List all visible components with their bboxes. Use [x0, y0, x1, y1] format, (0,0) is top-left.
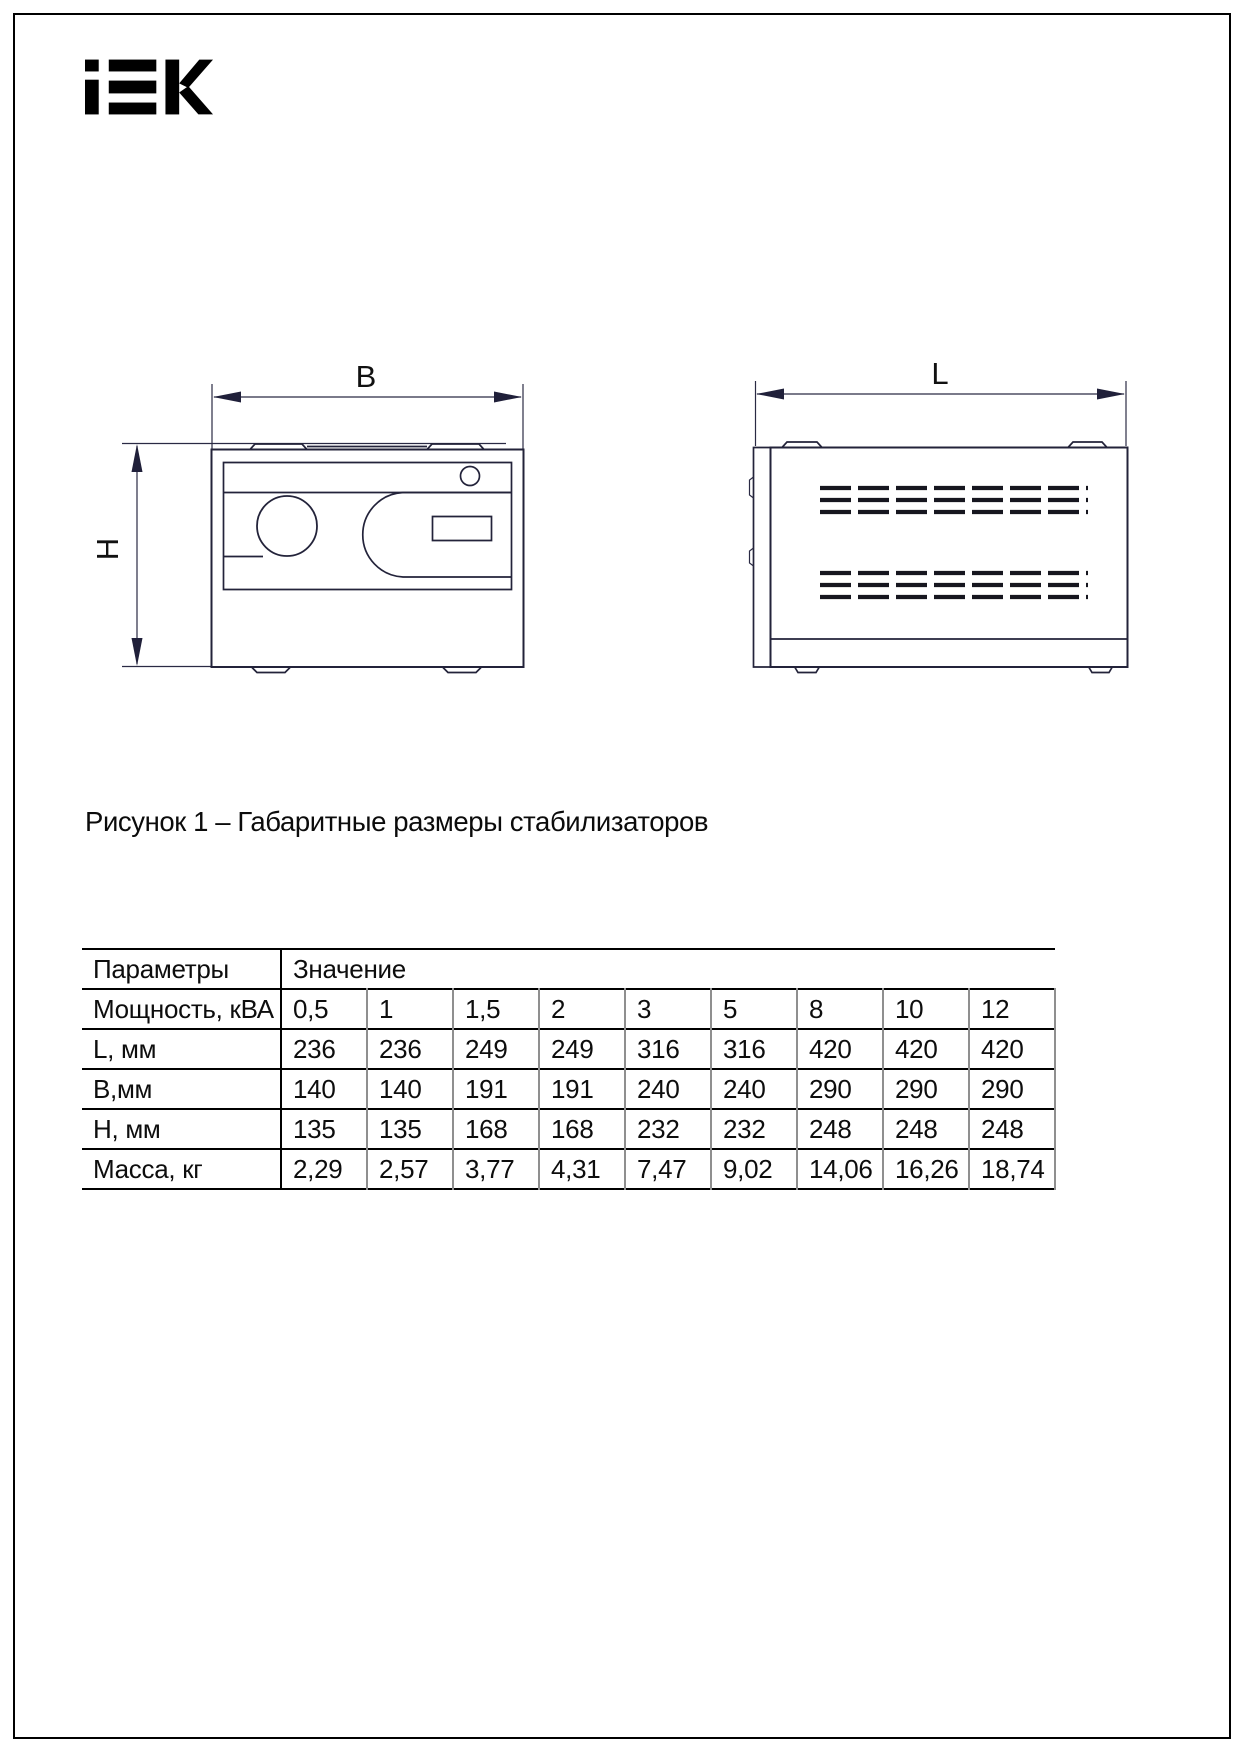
cell-value: 1	[367, 989, 453, 1029]
side-back-strip	[754, 448, 771, 668]
cell-value: 248	[797, 1109, 883, 1149]
cell-value: 236	[281, 1029, 367, 1069]
cell-value: 249	[453, 1029, 539, 1069]
dim-label-l: L	[931, 356, 949, 391]
side-view-drawing	[750, 356, 1128, 673]
cell-value: 1,5	[453, 989, 539, 1029]
dim-label-h: H	[90, 537, 125, 561]
cell-value: 191	[539, 1069, 625, 1109]
cell-value: 2	[539, 989, 625, 1029]
table-row	[82, 1109, 1055, 1149]
cell-value: 18,74	[969, 1149, 1055, 1189]
cell-value: 12	[969, 989, 1055, 1029]
cell-value: 135	[281, 1109, 367, 1149]
cell-value: 316	[625, 1029, 711, 1069]
cell-value: 4,31	[539, 1149, 625, 1189]
row-label: Н, мм	[93, 1113, 161, 1144]
header-parameters-cell: Параметры	[93, 953, 229, 984]
front-voltmeter-dial	[257, 496, 317, 556]
cell-value: 191	[453, 1069, 539, 1109]
dimensions-table-body	[82, 949, 1055, 1189]
cell-value: 7,47	[625, 1149, 711, 1189]
cell-value: 168	[539, 1109, 625, 1149]
cell-value: 3,77	[453, 1149, 539, 1189]
cell-value: 8	[797, 989, 883, 1029]
cell-value: 420	[797, 1029, 883, 1069]
cell-value: 140	[281, 1069, 367, 1109]
cell-value: 5	[711, 989, 797, 1029]
cell-value: 236	[367, 1029, 453, 1069]
table-row	[82, 1149, 1055, 1189]
cell-value: 420	[883, 1029, 969, 1069]
cell-value: 248	[969, 1109, 1055, 1149]
cell-value: 249	[539, 1029, 625, 1069]
cell-value: 10	[883, 989, 969, 1029]
dimension-h	[90, 444, 506, 667]
front-socket-cutout	[363, 493, 512, 578]
cell-value: 168	[453, 1109, 539, 1149]
cell-value: 290	[969, 1069, 1055, 1109]
table-row	[82, 1069, 1055, 1109]
front-switch-window	[433, 517, 492, 541]
row-label: В,мм	[93, 1073, 153, 1104]
side-foot-right	[1089, 668, 1112, 673]
front-foot-right	[443, 668, 481, 673]
dimensions-table	[82, 948, 1056, 1190]
cell-value: 240	[711, 1069, 797, 1109]
cell-value: 290	[797, 1069, 883, 1109]
table-row	[82, 989, 1055, 1029]
cell-value: 232	[625, 1109, 711, 1149]
front-indicator-lamp	[461, 467, 480, 486]
table-header-row	[82, 949, 1055, 989]
cell-value: 248	[883, 1109, 969, 1149]
cell-value: 16,26	[883, 1149, 969, 1189]
cell-value: 2,29	[281, 1149, 367, 1189]
cell-value: 420	[969, 1029, 1055, 1069]
cell-value: 3	[625, 989, 711, 1029]
cell-value: 2,57	[367, 1149, 453, 1189]
cell-value: 232	[711, 1109, 797, 1149]
row-label: Масса, кг	[93, 1153, 203, 1184]
header-value-cell: Значение	[281, 949, 1055, 989]
cell-value: 140	[367, 1069, 453, 1109]
side-enclosure-outline	[771, 448, 1128, 668]
cell-value: 9,02	[711, 1149, 797, 1189]
dimension-b	[212, 359, 523, 449]
cell-value: 135	[367, 1109, 453, 1149]
side-foot-left	[795, 668, 819, 673]
cell-value: 14,06	[797, 1149, 883, 1189]
side-vent-louvers-upper	[820, 488, 1088, 512]
table-row	[82, 1029, 1055, 1069]
front-foot-left	[252, 668, 290, 673]
cell-value: 240	[625, 1069, 711, 1109]
cell-value: 316	[711, 1029, 797, 1069]
figure-caption: Рисунок 1 – Габаритные размеры стабилизаторов	[85, 806, 709, 837]
dim-label-b: B	[355, 359, 377, 394]
front-view-drawing	[90, 359, 524, 673]
side-vent-louvers-lower	[820, 573, 1088, 597]
cell-value: 0,5	[281, 989, 367, 1029]
dimension-l	[756, 356, 1127, 446]
row-label: L, мм	[93, 1033, 157, 1064]
cell-value: 290	[883, 1069, 969, 1109]
row-label: Мощность, кВА	[93, 993, 274, 1024]
